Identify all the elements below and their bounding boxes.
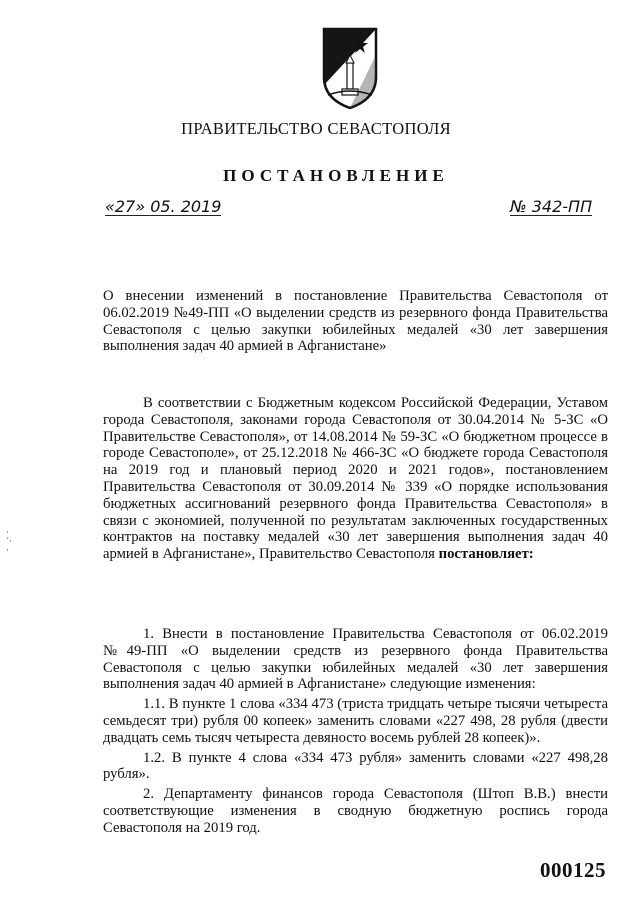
decree-number	[510, 197, 592, 216]
government-name: ПРАВИТЕЛЬСТВО СЕВАСТОПОЛЯ	[181, 119, 451, 138]
item-1-1: 1.1. В пункте 1 слова «334 473 (триста тридцать четыре тысячи четыреста семьдесят три) рубля 00 копеек» заменить словами «227 498, 28 рубля (двести двадцать семь тысяч четыреста девяносто восемь рублей 28 копеек)».	[103, 696, 608, 746]
item-1: 1. Внести в постановление Правительства Севастополя от 06.02.2019 №49-ПП «О выделении средств из резервного фонда Правительства Севастополя с целью закупки юбилейных медалей «30 лет завершения выполнения задач 40 армией в Афганистане» следующие изменения:	[103, 626, 608, 693]
decree-subject	[103, 288, 608, 355]
preamble-verb: постановляет:	[438, 546, 534, 563]
subject-text: О внесении изменений в постановление Правительства Севастополя от 06.02.2019 №49-ПП «О выделении средств из резервного фонда Правительства Севастополя с целью закупки юбилейных медалей «30 лет завершения выполнения задач 40 армией в Афганистане»	[103, 288, 608, 355]
preamble-paragraph	[103, 395, 608, 563]
document-serial: 000125	[540, 858, 606, 882]
binding-hole-marks: · `· ·	[6, 527, 12, 555]
sevastopol-coat-of-arms	[318, 25, 382, 111]
document-type: ПОСТАНОВЛЕНИЕ	[223, 166, 449, 185]
date-handwritten: «27» 05. 2019	[105, 197, 222, 216]
decree-date	[105, 197, 221, 216]
decree-items	[103, 626, 608, 840]
number-handwritten: № 342-ПП	[510, 197, 593, 216]
decree-preamble	[103, 395, 608, 563]
item-1-2: 1.2. В пункте 4 слова «334 473 рубля» заменить словами «227 498,28 рубля».	[103, 749, 608, 783]
preamble-text: В соответствии с Бюджетным кодексом Российской Федерации, Уставом города Севастополя, законами города Севастополя от 30.04.2014 № 5-ЗС «О Правительстве Севастополя», от 14.08.2014 № 59-ЗС «О бюджетном процессе в городе Севастополе», от 25.12.2018 № 466-ЗС «О бюджете города Севастополя на 2019 год и плановый период 2020 и 2021 годов», постановлением Правительства Севастополя от 30.09.2014 № 339 «О порядке использования бюджетных ассигнований резервного фонда Правительства Севастополя» в связи с экономией, полученной по результатам заключенных государственных контрактов на поставку медалей «30 лет завершения выполнения задач 40 армией в Афганистане», Правительство Севастополя	[103, 395, 608, 563]
item-2: 2. Департаменту финансов города Севастополя (Штоп В.В.) внести соответствующие изменения в сводную бюджетную роспись города Севастополя на 2019 год.	[103, 786, 608, 836]
